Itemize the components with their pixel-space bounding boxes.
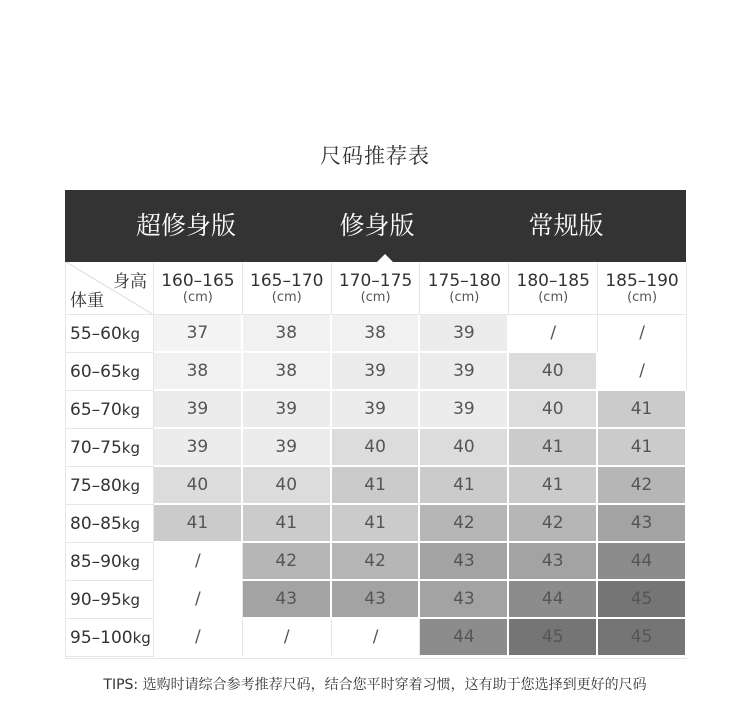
size-cell: 40	[509, 353, 598, 391]
weight-unit-label: kg	[121, 438, 140, 457]
page-title: 尺码推荐表	[320, 144, 430, 168]
size-table	[65, 262, 687, 659]
weight-unit-label: kg	[132, 628, 151, 647]
weight-row-header	[66, 581, 154, 619]
height-unit-label: (cm)	[449, 289, 480, 305]
size-cell: 44	[509, 581, 598, 619]
size-unavailable-cell: /	[598, 353, 687, 391]
height-unit-label: (cm)	[538, 289, 569, 305]
size-cell: 39	[332, 353, 421, 391]
size-cell: 45	[598, 581, 687, 619]
height-range-label: 175–180	[427, 270, 502, 291]
size-cell: 40	[332, 429, 421, 467]
size-cell: 43	[332, 581, 421, 619]
size-cell: 39	[243, 391, 332, 429]
height-column-header	[332, 262, 421, 315]
size-cell: 41	[509, 429, 598, 467]
weight-range-label: 90–95	[70, 589, 122, 610]
weight-range-label: 95–100	[70, 627, 133, 648]
size-cell: 44	[420, 619, 509, 657]
size-cell: 43	[509, 543, 598, 581]
weight-unit-label: kg	[121, 552, 140, 571]
weight-row-header	[66, 391, 154, 429]
weight-header-label: 体重	[70, 291, 104, 311]
height-column-header	[243, 262, 332, 315]
height-unit-label: (cm)	[627, 289, 658, 305]
weight-unit-label: kg	[121, 362, 140, 381]
size-cell: 42	[332, 543, 421, 581]
size-cell: 44	[598, 543, 687, 581]
weight-row-header	[66, 619, 154, 657]
height-range-label: 160–165	[161, 270, 235, 291]
size-cell: 41	[154, 505, 243, 543]
weight-range-label: 70–75	[70, 437, 122, 458]
weight-range-label: 80–85	[70, 513, 122, 534]
weight-range-label: 55–60	[70, 323, 122, 344]
size-unavailable-cell: /	[154, 543, 243, 581]
size-unavailable-cell: /	[154, 581, 243, 619]
size-cell: 39	[243, 429, 332, 467]
size-cell: 40	[243, 467, 332, 505]
size-cell: 42	[598, 467, 687, 505]
fit-type-label: 常规版	[528, 211, 604, 240]
size-cell: 39	[154, 429, 243, 467]
weight-row-header	[66, 315, 154, 353]
height-unit-label: (cm)	[271, 289, 302, 305]
height-range-label: 170–175	[338, 270, 413, 291]
size-cell: 43	[243, 581, 332, 619]
size-unavailable-cell: /	[509, 315, 598, 353]
size-cell: 43	[420, 581, 509, 619]
weight-unit-label: kg	[121, 514, 140, 533]
weight-row-header	[66, 353, 154, 391]
weight-row-header	[66, 543, 154, 581]
weight-range-label: 60–65	[70, 361, 122, 382]
height-range-label: 165–170	[250, 270, 324, 291]
weight-row-header	[66, 467, 154, 505]
height-column-header	[598, 262, 687, 315]
weight-unit-label: kg	[121, 476, 140, 495]
height-column-header	[420, 262, 509, 315]
height-column-header	[154, 262, 243, 315]
weight-range-label: 75–80	[70, 475, 122, 496]
size-cell: 41	[598, 391, 687, 429]
weight-row-header	[66, 505, 154, 543]
size-unavailable-cell: /	[598, 315, 687, 353]
fit-pointer-icon	[377, 254, 393, 262]
size-cell: 41	[598, 429, 687, 467]
size-cell: 45	[509, 619, 598, 657]
size-cell: 38	[332, 315, 421, 353]
weight-unit-label: kg	[121, 590, 140, 609]
size-cell: 39	[332, 391, 421, 429]
size-cell: 41	[420, 467, 509, 505]
size-unavailable-cell: /	[332, 619, 421, 657]
size-cell: 45	[598, 619, 687, 657]
weight-unit-label: kg	[121, 400, 140, 419]
height-unit-label: (cm)	[182, 289, 213, 305]
size-cell: 39	[420, 315, 509, 353]
weight-row-header	[66, 429, 154, 467]
size-cell: 38	[243, 353, 332, 391]
size-cell: 40	[509, 391, 598, 429]
height-header-label: 身高	[113, 272, 147, 292]
size-cell: 40	[420, 429, 509, 467]
size-cell: 40	[154, 467, 243, 505]
weight-range-label: 65–70	[70, 399, 122, 420]
size-cell: 42	[420, 505, 509, 543]
size-cell: 41	[243, 505, 332, 543]
height-range-label: 185–190	[605, 270, 679, 291]
height-column-header	[509, 262, 598, 315]
size-cell: 41	[332, 467, 421, 505]
size-cell: 38	[154, 353, 243, 391]
fit-type-label: 修身版	[339, 211, 415, 240]
size-cell: 42	[509, 505, 598, 543]
weight-unit-label: kg	[121, 324, 140, 343]
height-range-label: 180–185	[516, 270, 590, 291]
height-unit-label: (cm)	[360, 289, 391, 305]
size-unavailable-cell: /	[243, 619, 332, 657]
size-cell: 42	[243, 543, 332, 581]
table-corner-header	[66, 262, 154, 315]
tips-note: TIPS: 选购时请综合参考推荐尺码，结合您平时穿着习惯，这有助于您选择到更好的尺码	[103, 677, 647, 693]
size-unavailable-cell: /	[154, 619, 243, 657]
size-cell: 43	[598, 505, 687, 543]
size-cell: 39	[420, 391, 509, 429]
size-cell: 41	[332, 505, 421, 543]
size-cell: 39	[154, 391, 243, 429]
fit-type-label: 超修身版	[135, 211, 237, 240]
size-cell: 39	[420, 353, 509, 391]
fit-types-banner	[65, 190, 686, 262]
weight-range-label: 85–90	[70, 551, 122, 572]
size-cell: 38	[243, 315, 332, 353]
size-cell: 41	[509, 467, 598, 505]
size-cell: 37	[154, 315, 243, 353]
size-cell: 43	[420, 543, 509, 581]
